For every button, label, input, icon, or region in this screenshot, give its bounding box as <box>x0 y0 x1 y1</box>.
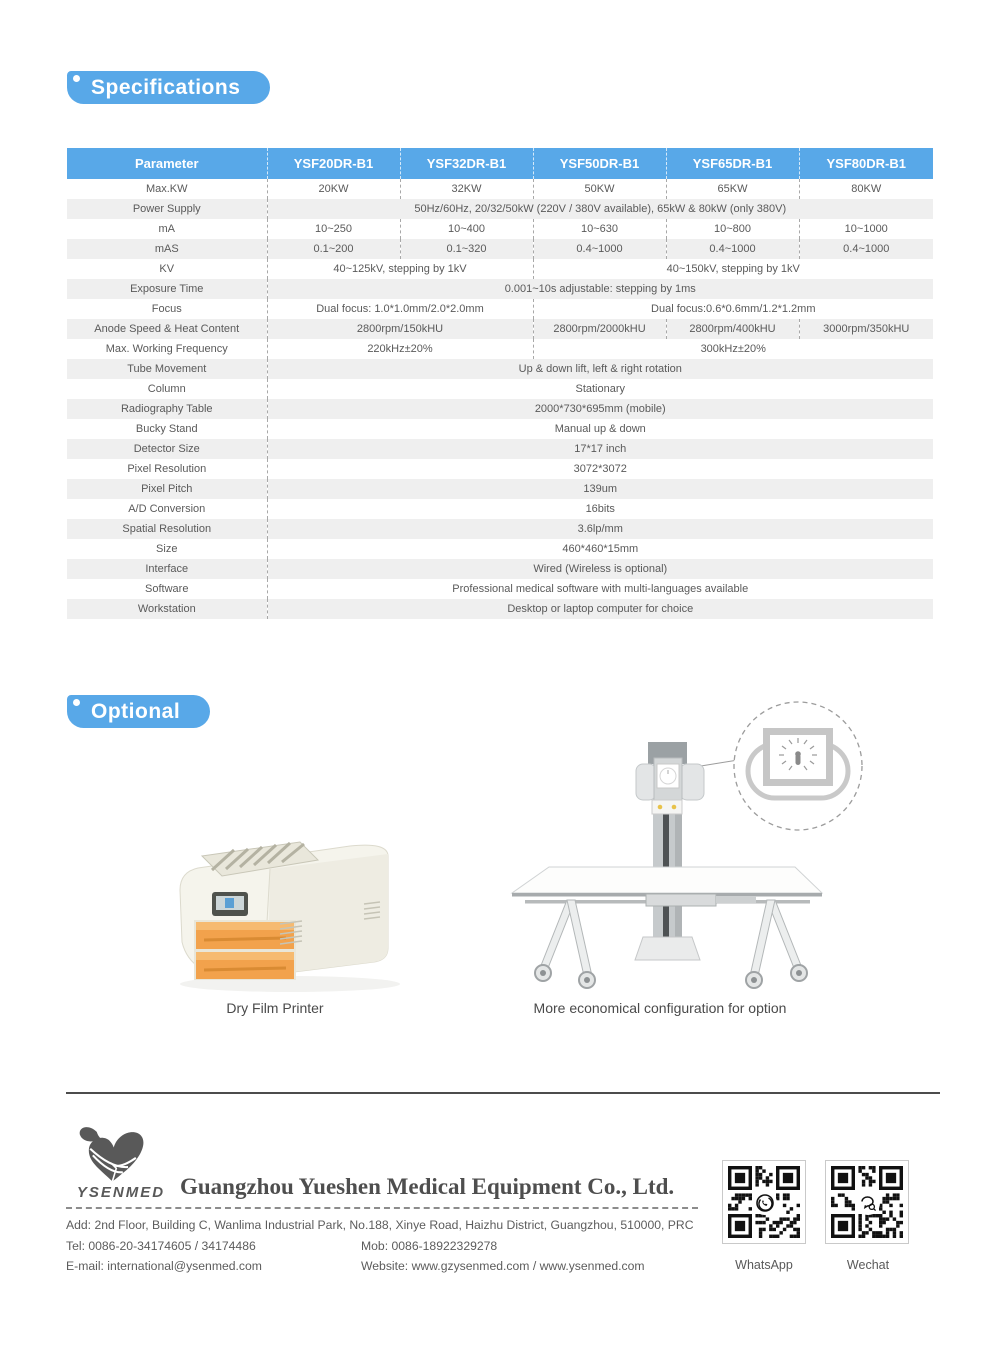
logo-wordmark: YSENMED <box>76 1184 166 1201</box>
row-label-cell: Max.KW <box>145 183 188 195</box>
row-label-cell: mA <box>158 223 175 235</box>
value-cell: 220kHz±20% <box>267 339 533 359</box>
row-label-cell: Pixel Pitch <box>141 483 193 495</box>
spec-table-header <box>67 148 933 179</box>
value-cell: Desktop or laptop computer for choice <box>267 599 933 619</box>
value-cell: 17*17 inch <box>267 439 933 459</box>
wechat-label: Wechat <box>846 1258 890 1272</box>
spec-table <box>67 148 933 619</box>
tel-text: Tel: 0086-20-34174605 / 34174486 <box>66 1239 256 1253</box>
value-cell: Manual up & down <box>267 419 933 439</box>
value-cell: 40~125kV, stepping by 1kV <box>267 259 533 279</box>
value-cell: 20KW <box>267 179 400 199</box>
value-cell: 0.001~10s adjustable: stepping by 1ms <box>267 279 933 299</box>
badge-dot-icon <box>73 699 80 706</box>
row-label-cell: Focus <box>151 303 182 315</box>
address-line <box>66 1218 716 1232</box>
row-label-cell: Anode Speed & Heat Content <box>94 323 240 335</box>
row-label-cell: Detector Size <box>133 443 200 455</box>
email-text: E-mail: international@ysenmed.com <box>66 1259 262 1273</box>
value-cell: 3000rpm/350kHU <box>799 319 933 339</box>
model-header-cell: YSF50DR-B1 <box>533 148 666 179</box>
badge-dot-icon <box>73 75 80 82</box>
value-cell: 10~630 <box>533 219 666 239</box>
wechat-qr-code <box>825 1160 909 1244</box>
specifications-title-label: Specifications <box>91 76 241 99</box>
value-cell: 65KW <box>666 179 799 199</box>
table-row <box>67 499 933 519</box>
value-cell: Wired (Wireless is optional) <box>267 559 933 579</box>
table-row <box>67 359 933 379</box>
value-cell: Professional medical software with multi-languages available <box>267 579 933 599</box>
value-cell: 460*460*15mm <box>267 539 933 559</box>
value-cell: Dual focus: 1.0*1.0mm/2.0*2.0mm <box>267 299 533 319</box>
table-row <box>67 259 933 279</box>
value-cell: 0.4~1000 <box>666 239 799 259</box>
row-label-cell: mAS <box>154 243 179 255</box>
optional-title-label: Optional <box>91 700 181 723</box>
row-label-cell: Bucky Stand <box>135 423 198 435</box>
xray-machine-image <box>470 688 900 1000</box>
table-row <box>67 419 933 439</box>
table-row <box>67 599 933 619</box>
table-row <box>67 519 933 539</box>
row-label-cell: Spatial Resolution <box>122 523 212 535</box>
row-label-cell: Software <box>145 583 189 595</box>
website-text: Website: www.gzysenmed.com / www.ysenmed.com <box>361 1259 645 1273</box>
table-row <box>67 219 933 239</box>
value-cell: 0.1~200 <box>267 239 400 259</box>
table-row <box>67 479 933 499</box>
row-label-cell: Interface <box>145 563 189 575</box>
table-row <box>67 559 933 579</box>
value-cell: 3.6lp/mm <box>267 519 933 539</box>
row-label-cell: Power Supply <box>132 203 201 215</box>
table-row <box>67 459 933 479</box>
footer-dashed-line <box>66 1207 698 1209</box>
value-cell: Dual focus:0.6*0.6mm/1.2*1.2mm <box>533 299 933 319</box>
whatsapp-label: WhatsApp <box>735 1258 793 1272</box>
spec-table-body <box>67 179 933 619</box>
address-text: Add: 2nd Floor, Building C, Wanlima Industrial Park, No.188, Xinye Road, Haizhu District, Guangzhou, 510000, PRC <box>66 1218 694 1232</box>
value-cell: 40~150kV, stepping by 1kV <box>533 259 933 279</box>
value-cell: 0.4~1000 <box>799 239 933 259</box>
row-label-cell: Radiography Table <box>120 403 213 415</box>
value-cell: 300kHz±20% <box>533 339 933 359</box>
row-label-cell: Workstation <box>137 603 196 615</box>
model-header-cell: YSF80DR-B1 <box>799 148 933 179</box>
value-cell: 50KW <box>533 179 666 199</box>
value-cell: 16bits <box>267 499 933 519</box>
value-cell: 10~250 <box>267 219 400 239</box>
row-label-cell: A/D Conversion <box>128 503 206 515</box>
row-label-cell: Exposure Time <box>130 283 204 295</box>
value-cell: 80KW <box>799 179 933 199</box>
row-label-cell: Tube Movement <box>127 363 207 375</box>
param-header-cell: Parameter <box>67 148 267 179</box>
table-row <box>67 179 933 199</box>
table-row <box>67 239 933 259</box>
value-cell: 2800rpm/150kHU <box>267 319 533 339</box>
model-header-cell: YSF65DR-B1 <box>666 148 799 179</box>
row-label-cell: Column <box>147 383 186 395</box>
table-row <box>67 279 933 299</box>
table-row <box>67 199 933 219</box>
dry-film-printer-image <box>150 812 430 997</box>
whatsapp-icon <box>753 1191 777 1215</box>
whatsapp-qr-code <box>722 1160 806 1244</box>
value-cell: Stationary <box>267 379 933 399</box>
value-cell: 2800rpm/2000kHU <box>533 319 666 339</box>
value-cell: 10~1000 <box>799 219 933 239</box>
specifications-section-title <box>67 71 270 104</box>
row-label-cell: Size <box>156 543 178 555</box>
value-cell: 32KW <box>400 179 533 199</box>
company-name: Guangzhou Yueshen Medical Equipment Co., Ltd. <box>180 1174 675 1199</box>
value-cell: 50Hz/60Hz, 20/32/50kW (220V / 380V available), 65kW & 80kW (only 380V) <box>267 199 933 219</box>
row-label-cell: Pixel Resolution <box>127 463 207 475</box>
email-line <box>66 1259 716 1273</box>
footer-divider <box>66 1092 940 1094</box>
value-cell: 2800rpm/400kHU <box>666 319 799 339</box>
value-cell: 0.4~1000 <box>533 239 666 259</box>
row-label-cell: Max. Working Frequency <box>105 343 228 355</box>
value-cell: 10~400 <box>400 219 533 239</box>
optional-section-title <box>67 695 210 728</box>
wechat-icon <box>856 1191 880 1215</box>
company-logo <box>74 1124 156 1189</box>
model-header-cell: YSF32DR-B1 <box>400 148 533 179</box>
value-cell: 2000*730*695mm (mobile) <box>267 399 933 419</box>
value-cell: 10~800 <box>666 219 799 239</box>
value-cell: 139um <box>267 479 933 499</box>
table-row <box>67 299 933 319</box>
value-cell: 3072*3072 <box>267 459 933 479</box>
table-row <box>67 379 933 399</box>
table-row <box>67 579 933 599</box>
table-row <box>67 399 933 419</box>
mob-text: Mob: 0086-18922329278 <box>361 1239 498 1253</box>
row-label-cell: KV <box>159 263 175 275</box>
printer-caption: Dry Film Printer <box>226 1000 324 1016</box>
value-cell: 0.1~320 <box>400 239 533 259</box>
table-row <box>67 439 933 459</box>
table-row <box>67 319 933 339</box>
tel-line <box>66 1239 716 1253</box>
model-header-cell: YSF20DR-B1 <box>267 148 400 179</box>
table-row <box>67 339 933 359</box>
table-row <box>67 539 933 559</box>
machine-caption: More economical configuration for option <box>533 1000 787 1016</box>
value-cell: Up & down lift, left & right rotation <box>267 359 933 379</box>
